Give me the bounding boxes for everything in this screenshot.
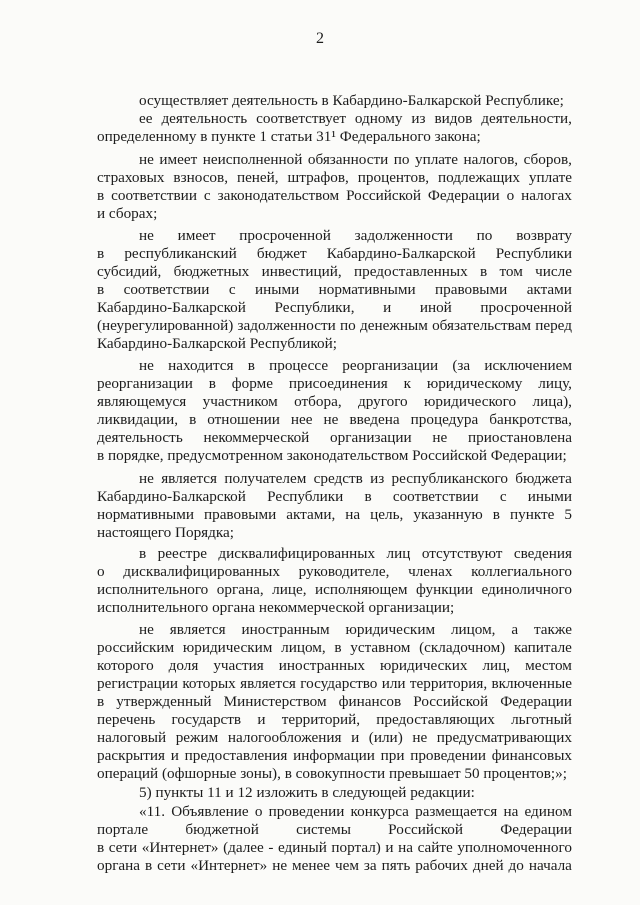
- word: одному: [354, 110, 403, 127]
- word: правовыми: [203, 506, 277, 523]
- word: денежным: [360, 317, 428, 334]
- text-line: в порядке, предусмотренном законодательством Российской Федерации;: [97, 447, 567, 464]
- word: и: [351, 729, 360, 746]
- word: территорий,: [281, 711, 361, 728]
- word: субсидий,: [97, 263, 162, 280]
- word: дисквалифицированных: [218, 545, 376, 562]
- text-line: [139, 804, 572, 819]
- word: процессе: [269, 357, 329, 374]
- word: -: [268, 839, 274, 856]
- word: функции: [416, 581, 473, 598]
- text-line: [97, 822, 572, 837]
- word: уставном: [350, 639, 411, 656]
- word: о: [506, 187, 515, 204]
- word: иной: [419, 299, 452, 316]
- word: в: [97, 245, 105, 262]
- word: налогообложения: [227, 729, 342, 746]
- word: другого: [358, 393, 408, 410]
- word: размещается: [415, 803, 498, 820]
- text-line: [97, 840, 572, 855]
- word: Республики,: [274, 299, 355, 316]
- text-line: [97, 376, 572, 391]
- word: территория,: [409, 675, 488, 692]
- word: дисквалифицированных: [123, 563, 280, 580]
- word: в: [97, 187, 105, 204]
- word: конкурса: [350, 803, 409, 820]
- word: лица),: [532, 393, 572, 410]
- word: некоммерческой: [203, 429, 310, 446]
- text-line: [97, 282, 572, 297]
- page-number: 2: [316, 30, 324, 47]
- word: получателем: [224, 470, 307, 487]
- word: цель,: [370, 506, 404, 523]
- word: предусматривающих: [436, 729, 572, 746]
- word: о: [254, 803, 263, 820]
- word: в: [492, 506, 500, 523]
- word: на: [503, 803, 519, 820]
- text-line: [97, 640, 572, 655]
- word: числе: [535, 263, 572, 280]
- word: бюджетных: [173, 263, 250, 280]
- word: лиц: [386, 545, 411, 562]
- text-line: исполнительного органа некоммерческой организации;: [97, 599, 455, 616]
- word: актами,: [286, 506, 336, 523]
- word: льготный: [511, 711, 572, 728]
- word: соответствии: [392, 488, 479, 505]
- word: в: [364, 488, 372, 505]
- word: банкротства,: [489, 411, 572, 428]
- word: задолженности: [237, 317, 336, 334]
- text-line: осуществляет деятельность в Кабардино-Балкарской Республике;: [139, 92, 564, 109]
- word: налогов,: [463, 151, 519, 168]
- word: процентов,: [357, 169, 430, 186]
- word: российским: [97, 639, 175, 656]
- word: реорганизации: [97, 375, 193, 392]
- word: или: [381, 675, 406, 692]
- word: капитале: [513, 639, 572, 656]
- word: являющемуся: [97, 393, 187, 410]
- word: Российской: [346, 187, 421, 204]
- word: местом: [525, 657, 572, 674]
- word: на: [345, 506, 361, 523]
- word: юридических: [379, 657, 468, 674]
- word: в: [97, 281, 105, 298]
- word: Республики: [267, 488, 344, 505]
- word: системы: [296, 821, 351, 838]
- word: в: [208, 375, 216, 392]
- word: обязательствам: [432, 317, 531, 334]
- word: в: [479, 263, 488, 280]
- word: является: [161, 470, 217, 487]
- word: к: [403, 375, 411, 392]
- word: законодательством: [217, 187, 340, 204]
- text-line: [97, 507, 572, 522]
- word: исполнительного: [97, 581, 209, 598]
- word: юридическим: [182, 639, 273, 656]
- word: исключением: [484, 357, 572, 374]
- word: процедура: [410, 411, 479, 428]
- word: инвестиций,: [261, 263, 342, 280]
- word: и: [257, 711, 266, 728]
- text-line: [97, 564, 572, 579]
- word: иными: [527, 488, 572, 505]
- word: финансов: [338, 693, 402, 710]
- word: едином: [524, 803, 572, 820]
- word: портал): [331, 839, 381, 856]
- word: пять: [381, 857, 411, 874]
- word: в: [189, 411, 197, 428]
- text-line: [139, 152, 572, 167]
- word: Российской: [413, 693, 489, 710]
- word: отношении: [207, 411, 280, 428]
- word: взносов,: [173, 169, 228, 186]
- word: подлежащих: [438, 169, 520, 186]
- text-line: операций (офшорные зоны), в совокупности превышает 50 процентов;»;: [97, 765, 567, 782]
- word: налоговый: [97, 729, 167, 746]
- word: Республики: [495, 245, 572, 262]
- word: юридического: [424, 393, 517, 410]
- word: Федерации: [427, 187, 500, 204]
- word: менее: [292, 857, 331, 874]
- word: информации: [293, 747, 375, 764]
- text-line: [97, 170, 572, 185]
- text-line: [97, 430, 572, 445]
- word: Кабардино-Балкарской: [97, 488, 246, 505]
- word: которого: [97, 657, 154, 674]
- text-line: определенному в пункте 1 статьи 31¹ Федерального закона;: [97, 128, 481, 145]
- word: из: [370, 470, 385, 487]
- word: а: [511, 621, 519, 638]
- word: при: [380, 747, 405, 764]
- word: Кабардино-Балкарской: [97, 299, 246, 316]
- text-line: [97, 300, 572, 315]
- word: юридическим: [345, 621, 436, 638]
- word: видов: [434, 110, 473, 127]
- word: отбора,: [294, 393, 342, 410]
- word: реестре: [157, 545, 207, 562]
- word: лицу,: [538, 375, 572, 392]
- word: включенные: [491, 675, 572, 692]
- word: по: [340, 317, 356, 334]
- word: участия: [213, 657, 264, 674]
- text-line: [97, 394, 572, 409]
- word: государств: [171, 711, 242, 728]
- word: участником: [202, 393, 278, 410]
- word: актами: [526, 281, 572, 298]
- word: неисполненной: [202, 151, 303, 168]
- text-line: [97, 748, 572, 763]
- word: средств: [313, 470, 363, 487]
- text-line: [97, 676, 572, 691]
- word: (далее: [223, 839, 264, 856]
- text-line: [139, 471, 572, 486]
- word: Кабардино-Балкарской: [326, 245, 476, 262]
- word: коллегиального: [471, 563, 572, 580]
- word: обязанности: [307, 151, 389, 168]
- word: предоставляющих: [376, 711, 495, 728]
- word: указанную: [413, 506, 483, 523]
- word: и: [170, 747, 179, 764]
- word: сети: [108, 839, 138, 856]
- word: просроченной: [239, 227, 331, 244]
- word: находится: [168, 357, 234, 374]
- word: утвержденный: [116, 693, 212, 710]
- word: не: [139, 357, 154, 374]
- text-line: [139, 111, 572, 126]
- word: (складочном): [419, 639, 506, 656]
- text-line: и сборах;: [97, 205, 158, 222]
- word: предоставления: [184, 747, 288, 764]
- word: соответствии: [111, 187, 197, 204]
- word: деятельности,: [481, 110, 572, 127]
- word: правовыми: [435, 281, 508, 298]
- word: и: [383, 299, 392, 316]
- word: государство: [300, 675, 378, 692]
- word: пункте: [509, 506, 555, 523]
- word: по: [476, 227, 493, 244]
- word: страховых: [97, 169, 165, 186]
- word: Федерации: [500, 821, 572, 838]
- text-line: [97, 188, 572, 203]
- word: деятельность: [97, 429, 183, 446]
- word: просроченной: [480, 299, 572, 316]
- text-line: [97, 582, 572, 597]
- text-line: [97, 246, 572, 261]
- word: иными: [255, 281, 300, 298]
- word: республиканский: [124, 245, 237, 262]
- word: за: [363, 857, 377, 874]
- word: задолженности: [354, 227, 453, 244]
- word: лицом,: [281, 639, 326, 656]
- word: пеней,: [236, 169, 279, 186]
- word: является: [240, 675, 296, 692]
- text-line: [139, 546, 572, 561]
- word: является: [169, 621, 226, 638]
- word: Министерством: [223, 693, 327, 710]
- word: сайте: [417, 839, 453, 856]
- word: лицом,: [450, 621, 496, 638]
- word: и: [385, 839, 394, 856]
- word: сборов,: [523, 151, 572, 168]
- word: не: [272, 857, 288, 874]
- text-line: [139, 622, 572, 637]
- word: юридическому: [426, 375, 523, 392]
- word: финансовых: [491, 747, 572, 764]
- word: сети: [157, 857, 186, 874]
- word: доля: [168, 657, 199, 674]
- word: по: [393, 151, 410, 168]
- word: не: [139, 621, 154, 638]
- word: перед: [535, 317, 572, 334]
- word: (неурегулированной): [97, 317, 234, 334]
- word: форме: [231, 375, 273, 392]
- word: в: [139, 545, 147, 562]
- word: предоставленных: [354, 263, 468, 280]
- word: в: [97, 693, 105, 710]
- word: органа: [97, 857, 141, 874]
- text-line: [139, 228, 572, 243]
- word: с: [228, 281, 236, 298]
- word: чем: [334, 857, 359, 874]
- word: «Интернет»: [190, 857, 268, 874]
- word: имеет: [159, 151, 198, 168]
- word: раскрытия: [97, 747, 166, 764]
- word: нее: [290, 411, 313, 428]
- text-line: [97, 658, 572, 673]
- word: не: [412, 729, 428, 746]
- word: республиканского: [391, 470, 508, 487]
- word: (или): [368, 729, 403, 746]
- word: иностранным: [241, 621, 330, 638]
- word: соответствует: [256, 110, 346, 127]
- word: портале: [97, 821, 149, 838]
- word: в: [247, 357, 255, 374]
- word: ликвидации,: [97, 411, 179, 428]
- word: присоединения: [288, 375, 388, 392]
- word: о: [97, 563, 105, 580]
- word: возврату: [516, 227, 572, 244]
- word: до: [508, 857, 524, 874]
- word: лице,: [272, 581, 307, 598]
- text-line: [97, 694, 572, 709]
- word: сведения: [513, 545, 572, 562]
- word: не: [139, 227, 154, 244]
- word: в: [144, 857, 153, 874]
- word: приостановлена: [467, 429, 572, 446]
- word: «Интернет»: [141, 839, 219, 856]
- word: не: [139, 151, 154, 168]
- word: органа,: [216, 581, 264, 598]
- word: не: [323, 411, 339, 428]
- word: введена: [349, 411, 400, 428]
- word: рабочих: [415, 857, 468, 874]
- word: исполняющем: [315, 581, 408, 598]
- word: которых: [182, 675, 236, 692]
- word: в: [97, 839, 105, 856]
- word: «11.: [139, 803, 166, 820]
- word: имеет: [177, 227, 216, 244]
- word: Объявление: [171, 803, 249, 820]
- text-line: [97, 730, 572, 745]
- word: регистрации: [97, 675, 178, 692]
- text-line: [97, 318, 572, 333]
- word: не: [139, 470, 154, 487]
- word: бюджетной: [185, 821, 259, 838]
- word: том: [499, 263, 523, 280]
- text-line: [97, 858, 572, 873]
- word: проведении: [268, 803, 345, 820]
- text-line: [97, 489, 572, 504]
- word: с: [203, 187, 211, 204]
- word: проведении: [410, 747, 486, 764]
- word: лиц,: [482, 657, 511, 674]
- word: с: [499, 488, 507, 505]
- word: Федерации: [500, 693, 572, 710]
- word: Российской: [388, 821, 464, 838]
- word: из: [411, 110, 426, 127]
- word: уполномоченного: [457, 839, 572, 856]
- word: бюджет: [256, 245, 307, 262]
- word: не: [432, 429, 448, 446]
- word: на: [398, 839, 413, 856]
- word: уплате: [414, 151, 459, 168]
- word: перечень: [97, 711, 156, 728]
- word: бюджета: [515, 470, 572, 487]
- word: начала: [528, 857, 572, 874]
- word: дней: [472, 857, 504, 874]
- word: членах: [408, 563, 453, 580]
- text-line: [97, 712, 572, 727]
- word: отсутствуют: [421, 545, 503, 562]
- word: нормативными: [318, 281, 416, 298]
- text-line: Кабардино-Балкарской Республикой;: [97, 335, 337, 352]
- text-line: настоящего Порядка;: [97, 524, 234, 541]
- word: единый: [277, 839, 327, 856]
- word: в: [334, 639, 342, 656]
- word: деятельность: [161, 110, 248, 127]
- word: соответствии: [123, 281, 210, 298]
- word: единоличного: [481, 581, 572, 598]
- word: ее: [139, 110, 153, 127]
- word: 5: [564, 506, 572, 523]
- word: штрафов,: [287, 169, 349, 186]
- text-line: [139, 358, 572, 373]
- word: реорганизации: [342, 357, 439, 374]
- text-line: [97, 264, 572, 279]
- text-line: 5) пункты 11 и 12 изложить в следующей редакции:: [139, 784, 475, 801]
- word: налогах: [521, 187, 572, 204]
- word: (за: [452, 357, 471, 374]
- word: руководителе,: [298, 563, 390, 580]
- word: нормативными: [97, 506, 194, 523]
- word: иностранных: [278, 657, 365, 674]
- word: организации: [330, 429, 412, 446]
- word: режим: [175, 729, 219, 746]
- word: также: [533, 621, 572, 638]
- text-line: [97, 412, 572, 427]
- word: уплате: [528, 169, 572, 186]
